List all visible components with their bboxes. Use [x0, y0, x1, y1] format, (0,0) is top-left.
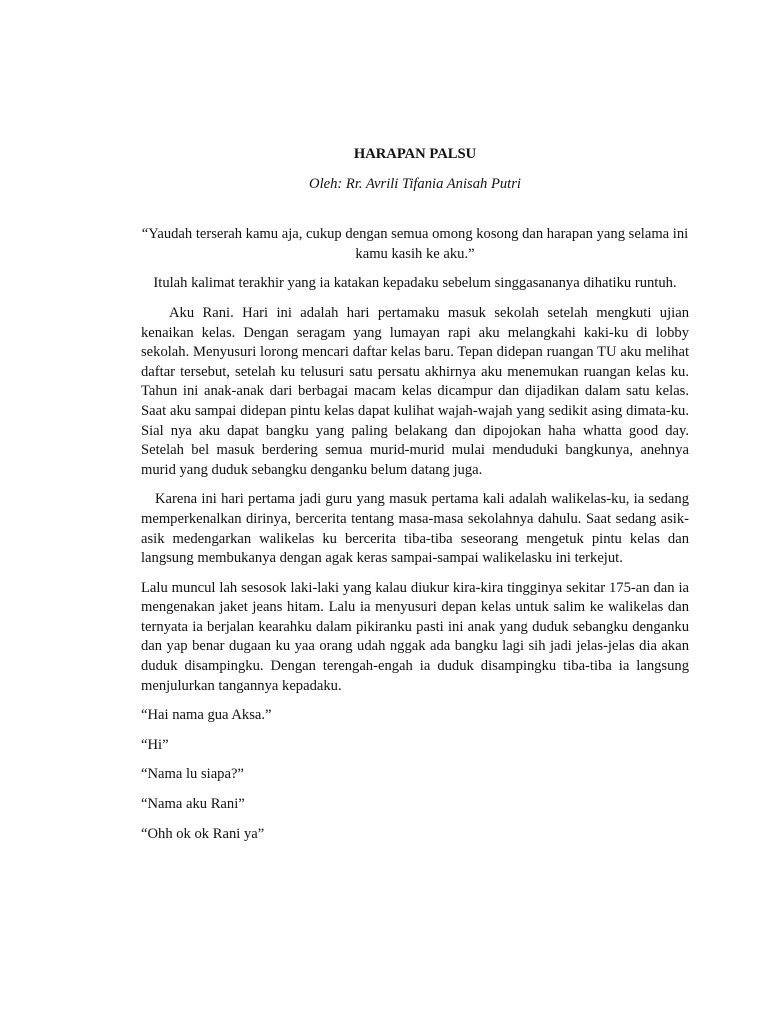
- opening-quote: “Yaudah terserah kamu aja, cukup dengan semua omong kosong dan harapan yang selama ini kamu kasih ke aku.”: [141, 226, 689, 262]
- document-body: [141, 145, 689, 844]
- dialog-line-5: “Ohh ok ok Rani ya”: [141, 825, 265, 842]
- story-title: HARAPAN PALSU: [353, 146, 477, 162]
- dialog-line-2: “Hi”: [141, 736, 169, 753]
- intro-line: Itulah kalimat terakhir yang ia katakan kepadaku sebelum singgasananya dihatiku runtuh.: [153, 275, 677, 292]
- author-line: Oleh: Rr. Avrili Tifania Anisah Putri: [309, 175, 521, 192]
- dialog-line-3: “Nama lu siapa?”: [141, 766, 244, 783]
- paragraph-1: Aku Rani. Hari ini adalah hari pertamaku masuk sekolah setelah mengkuti ujian kenaikan kelas. Dengan seragam yang lumayan rapi aku melangkahi kaki-ku di lobby sekolah. Menyusuri lorong mencari daftar kelas baru. Tepan didepan ruangan TU aku melihat daftar tersebut, setelah ku telusuri satu persatu akhirnya aku menemukan ruangan kelas ku. Tahun ini anak-anak dari berbagai macam kelas dicampur dan dijadikan dalam satu kelas. Saat aku sampai didepan pintu kelas dapat kulihat wajah-wajah yang sedikit asing dimata-ku. Sial nya aku dapat bangku yang paling belakang dan dipojokan haha whatta good day. Setelah bel masuk berdering semua murid-murid mulai menduduki bangkunya, anehnya murid yang duduk sebangku denganku belum datang juga.: [141, 304, 689, 478]
- paragraph-2: Karena ini hari pertama jadi guru yang masuk pertama kali adalah walikelas-ku, ia sedang memperkenalkan dirinya, bercerita tentang masa-masa sekolahnya dahulu. Saat sedang asik-asik medengarkan walikelas ku bercerita tiba-tiba seseorang mengetuk pintu kelas dan langsung membukanya dengan agak keras sampai-sampai walikelasku ini terkejut.: [141, 491, 689, 567]
- paragraph-3: Lalu muncul lah sesosok laki-laki yang kalau diukur kira-kira tingginya sekitar 175-an dan ia mengenakan jaket jeans hitam. Lalu ia menyusuri depan kelas untuk salim ke walikelas dan ternyata ia berjalan kearahku dalam pikiranku pasti ini anak yang duduk sebangku denganku dan yap benar dugaan ku yaa orang udah nggak ada bangku lagi sih jadi jelas-jelas dia akan duduk disampingku. Dengan terengah-engah ia duduk disampingku tiba-tiba ia langsung menjulurkan tangannya kepadaku.: [141, 579, 689, 694]
- dialog-line-1: “Hai nama gua Aksa.”: [141, 707, 272, 724]
- dialog-line-4: “Nama aku Rani”: [141, 796, 245, 813]
